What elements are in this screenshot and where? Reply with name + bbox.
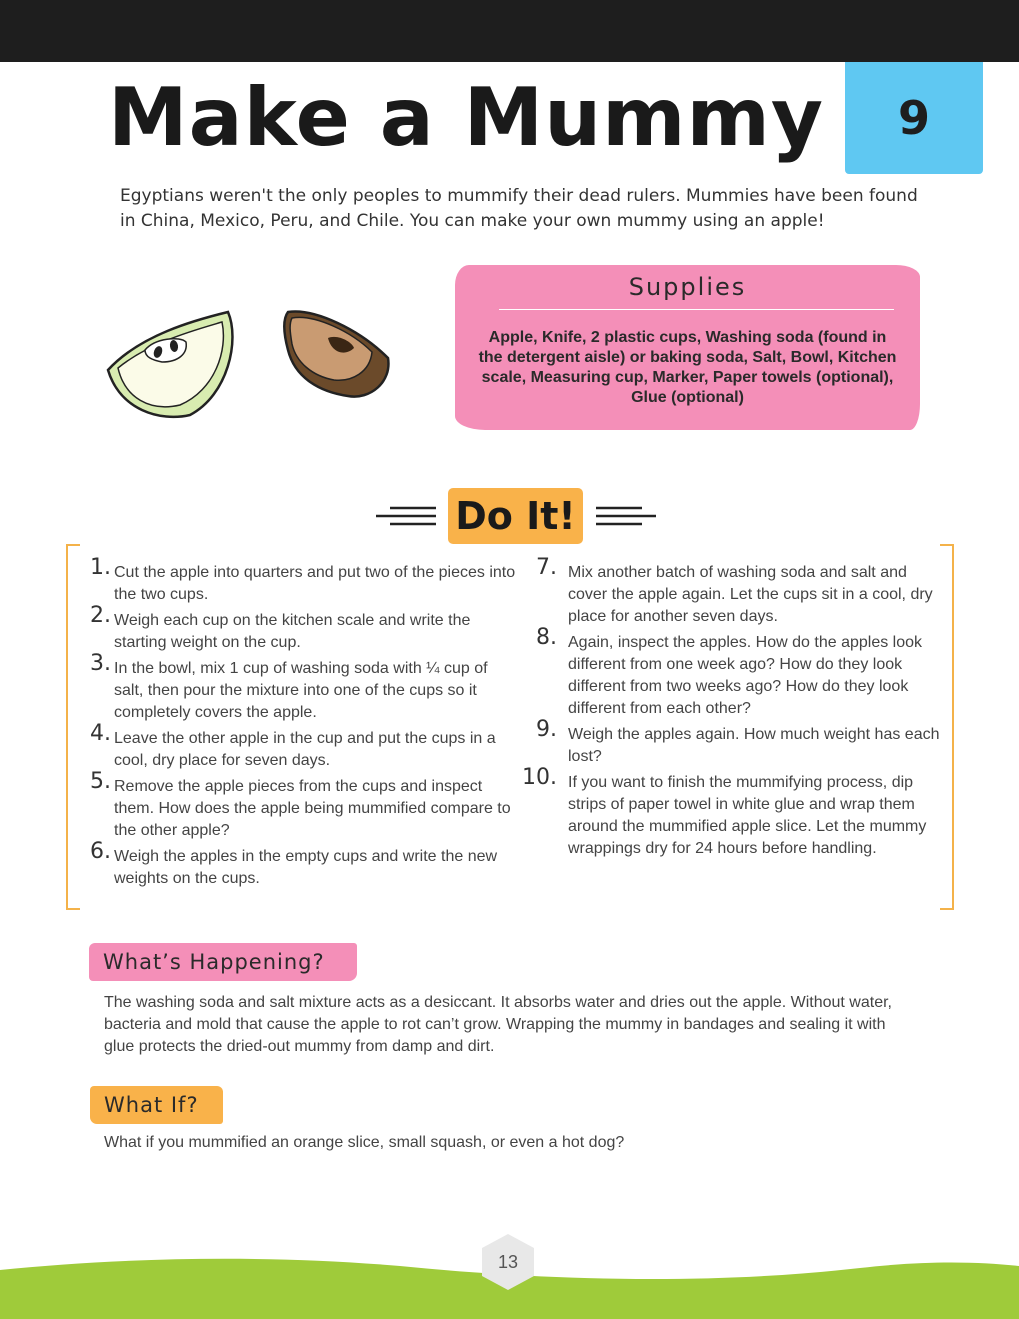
step-text: Weigh the apples again. How much weight has each lost? xyxy=(568,726,940,765)
fresh-apple-slice-icon xyxy=(108,312,232,417)
step-number: 10. xyxy=(522,765,557,790)
intro-paragraph: Egyptians weren't the only peoples to mummify their dead rulers. Mummies have been found in China, Mexico, Peru, and Chile. You can make your own mummy using an apple! xyxy=(120,186,918,231)
step-text: In the bowl, mix 1 cup of washing soda with ¼ cup of salt, then pour the mixture into one of the cups so it completely covers the apple. xyxy=(114,660,488,721)
step-item xyxy=(90,839,520,890)
whats-happening-heading: What’s Happening? xyxy=(103,950,325,974)
left-bracket xyxy=(66,544,80,910)
step-number: 1. xyxy=(90,555,111,580)
supplies-heading: Supplies xyxy=(628,273,747,301)
whats-happening-label xyxy=(89,943,357,981)
step-item xyxy=(90,555,520,606)
step-number: 8. xyxy=(536,625,557,650)
step-item xyxy=(525,625,945,720)
step-text: Mix another batch of washing soda and salt and cover the apple again. Let the cups sit in a cool, dry place for another seven days. xyxy=(568,564,933,625)
do-it-header xyxy=(372,488,657,544)
step-number: 9. xyxy=(536,717,557,742)
step-text: Weigh the apples in the empty cups and write the new weights on the cups. xyxy=(114,848,498,887)
what-if-text: What if you mummified an orange slice, small squash, or even a hot dog? xyxy=(104,1134,625,1151)
page-number: 13 xyxy=(497,1251,519,1272)
step-item xyxy=(90,721,520,772)
what-if-label xyxy=(90,1086,223,1124)
step-text: Weigh each cup on the kitchen scale and write the starting weight on the cup. xyxy=(114,612,471,651)
chapter-number: 9 xyxy=(897,91,930,145)
what-if-heading: What If? xyxy=(104,1093,199,1117)
step-item xyxy=(90,603,520,654)
step-number: 3. xyxy=(90,651,111,676)
steps-left-column xyxy=(90,555,520,894)
step-number: 7. xyxy=(536,555,557,580)
supplies-divider xyxy=(499,309,894,310)
apple-slices-illustration xyxy=(100,300,400,430)
step-item xyxy=(525,555,945,628)
step-item xyxy=(90,769,520,842)
step-text: If you want to finish the mummifying process, dip strips of paper towel in white glue and wrap them around the mummified apple slice. Let the mummy wrappings dry for 24 hours before handling. xyxy=(568,774,927,857)
step-text: Again, inspect the apples. How do the apples look different from one week ago? How do they look different from two weeks ago? How do they look different from each other? xyxy=(568,634,923,717)
step-number: 6. xyxy=(90,839,111,864)
mummified-apple-slice-icon xyxy=(284,312,388,397)
step-number: 4. xyxy=(90,721,111,746)
left-decorative-lines xyxy=(372,488,442,544)
supplies-box xyxy=(455,265,920,430)
do-it-label xyxy=(448,488,583,544)
do-it-heading: Do It! xyxy=(455,494,576,538)
step-number: 2. xyxy=(90,603,111,628)
step-item xyxy=(522,765,945,860)
whats-happening-text: The washing soda and salt mixture acts as a desiccant. It absorbs water and dries out the apple. Without water, bacteria and mold that cause the apple to rot can’t grow. Wrapping the mummy in bandages and sealing it with glue protects the dried-out mummy from damp and dirt. xyxy=(104,994,892,1055)
step-number: 5. xyxy=(90,769,111,794)
step-text: Cut the apple into quarters and put two of the pieces into the two cups. xyxy=(114,564,516,603)
step-text: Remove the apple pieces from the cups and inspect them. How does the apple being mummified compare to the other apple? xyxy=(114,778,511,839)
page-title: Make a Mummy xyxy=(108,71,825,164)
right-decorative-lines xyxy=(592,488,662,544)
step-item xyxy=(90,651,520,724)
chapter-number-badge xyxy=(845,62,983,174)
step-item xyxy=(525,717,945,768)
top-header-bar xyxy=(0,0,1019,62)
supplies-list: Apple, Knife, 2 plastic cups, Washing soda (found in the detergent aisle) or baking soda, Salt, Bowl, Kitchen scale, Measuring cup, Marker, Paper towels (optional), Glue (optional) xyxy=(478,329,897,406)
steps-right-column xyxy=(522,555,945,864)
step-text: Leave the other apple in the cup and put the cups in a cool, dry place for seven days. xyxy=(114,730,496,769)
